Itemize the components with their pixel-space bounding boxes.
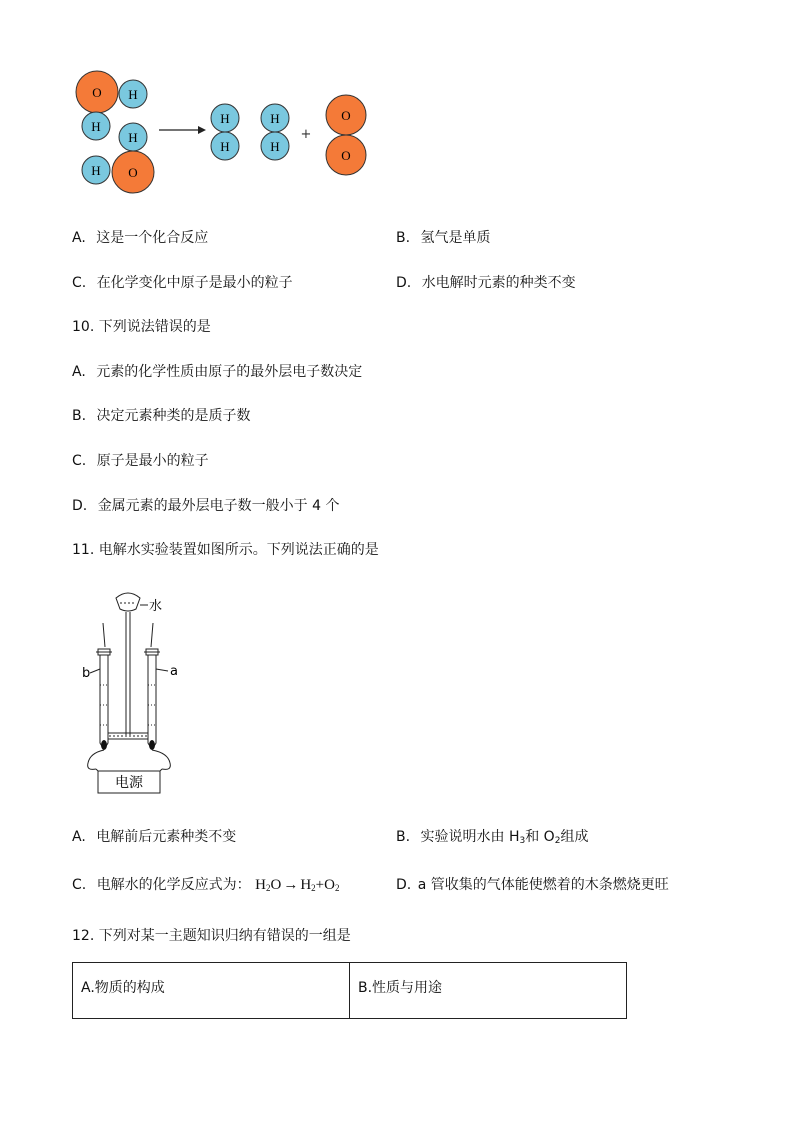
option-text: 实验说明水由 $H_3$和 $O_2$组成 (420, 829, 589, 846)
oxygen-atom-label: O (128, 165, 138, 180)
wires (88, 750, 171, 773)
option-text: 电解水的化学反应式为： (96, 877, 251, 893)
option-letter: D. (72, 498, 88, 514)
oxygen-atom-label: O (341, 108, 351, 123)
plus-sign: + (300, 127, 312, 142)
option-text: 决定元素种类的是质子数 (96, 408, 251, 424)
option-letter: A. (72, 364, 86, 380)
oxygen-molecule (326, 95, 366, 175)
hydrogen-atom-label: H (128, 130, 138, 145)
option-letter: C. (72, 877, 87, 893)
funnel (116, 593, 148, 735)
hydrogen-atom-label: H (270, 139, 280, 154)
connector-tube (108, 733, 148, 739)
option-text: a 管收集的气体能使燃着的木条燃烧更旺 (417, 877, 669, 893)
option-text: 氢气是单质 (420, 230, 491, 246)
hydrogen-atom-label: H (91, 163, 101, 178)
electrolysis-apparatus (76, 585, 191, 797)
q12-stem: 12. 下列对某一主题知识归纳有错误的一组是 (72, 928, 351, 944)
q11-option-b[interactable] (396, 826, 588, 846)
table-cell-b: B.性质与用途 (350, 963, 627, 1019)
reaction-arrow (159, 126, 206, 134)
q9-option-c[interactable] (72, 272, 293, 292)
oxygen-atom-label: O (341, 148, 351, 163)
electrode-a (149, 740, 155, 750)
table-cell-a: A.物质的构成 (73, 963, 350, 1019)
q9-option-b[interactable] (396, 227, 491, 247)
q12-knowledge-table (72, 962, 627, 1019)
tube-a (144, 623, 160, 747)
q11-option-d[interactable] (396, 874, 669, 894)
hydrogen-atom-label: H (220, 111, 230, 126)
reaction-formula: $H_2O \to H_2+O_2$ (255, 877, 340, 893)
hydrogen-atom-label: H (270, 111, 280, 126)
water-label: 水 (149, 599, 163, 614)
option-letter: D. (396, 877, 412, 893)
water-decomposition-diagram (70, 66, 380, 196)
option-text: 金属元素的最外层电子数一般小于 4 个 (97, 498, 340, 514)
option-text: 元素的化学性质由原子的最外层电子数决定 (96, 364, 363, 380)
q11-stem: 11. 电解水实验装置如图所示。下列说法正确的是 (72, 542, 379, 558)
option-letter: C. (72, 453, 87, 469)
q10-option-c[interactable] (72, 450, 209, 470)
option-letter: B. (396, 230, 411, 246)
option-text: 这是一个化合反应 (96, 230, 209, 246)
option-letter: B. (396, 829, 411, 845)
hydrogen-atom-label: H (220, 139, 230, 154)
hydrogen-molecule-2 (261, 104, 289, 160)
tube-a-label: a (170, 664, 178, 679)
q10-option-b[interactable] (72, 405, 251, 425)
option-letter: C. (72, 275, 87, 291)
option-text: 电解前后元素种类不变 (96, 829, 237, 845)
tube-b-label: b (82, 666, 91, 681)
option-text: 在化学变化中原子是最小的粒子 (96, 275, 293, 291)
hydrogen-molecule-1 (211, 104, 239, 160)
option-text: 水电解时元素的种类不变 (421, 275, 576, 291)
option-letter: B. (72, 408, 87, 424)
hydrogen-atom-label: H (128, 87, 138, 102)
q10-option-d[interactable] (72, 495, 340, 515)
table-row (73, 963, 627, 1019)
option-letter: A. (72, 230, 86, 246)
electrode-b (101, 740, 107, 750)
oxygen-atom-label: O (92, 85, 102, 100)
hydrogen-atom-label: H (91, 119, 101, 134)
q10-stem: 10. 下列说法错误的是 (72, 319, 211, 335)
q9-option-a[interactable] (72, 227, 208, 247)
tube-b (96, 623, 112, 747)
option-letter: D. (396, 275, 412, 291)
option-letter: A. (72, 829, 86, 845)
option-text: 原子是最小的粒子 (96, 453, 209, 469)
q11-option-c[interactable] (72, 874, 339, 894)
q11-option-a[interactable] (72, 826, 236, 846)
power-source-label: 电源 (115, 775, 143, 791)
q10-option-a[interactable] (72, 361, 362, 381)
q9-option-d[interactable] (396, 272, 576, 292)
